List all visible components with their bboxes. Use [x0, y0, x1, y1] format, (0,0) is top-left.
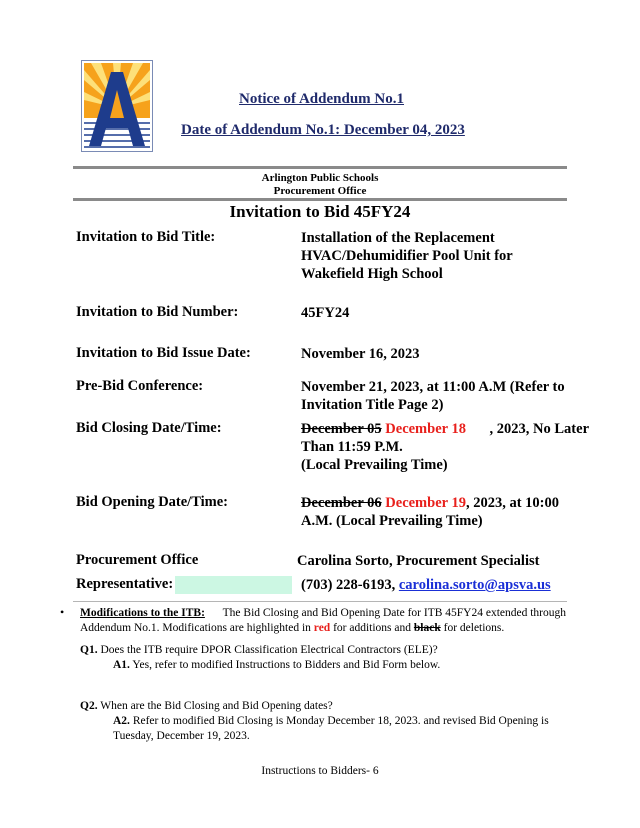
modifications-text: for additions and: [330, 622, 414, 634]
representative-label: [76, 576, 292, 594]
prebid-value-line: Invitation Title Page 2): [301, 397, 444, 413]
answer-text: Refer to modified Bid Closing is Monday December 18, 2023. and revised Bid Opening is: [129, 715, 549, 727]
closing-old-date: December 05: [301, 421, 382, 437]
answer-text: Tuesday, December 19, 2023.: [113, 730, 250, 742]
answer-number: A2.: [113, 715, 130, 727]
answer-number: A1.: [113, 659, 130, 671]
question-number: Q1.: [80, 644, 98, 656]
issue-label: Invitation to Bid Issue Date:: [76, 345, 251, 361]
email-link[interactable]: carolina.sorto@apsva.us: [398, 577, 551, 593]
office-label: Procurement Office: [76, 552, 199, 568]
opening-old-date: December 06: [301, 495, 382, 511]
top-rule: [73, 166, 567, 169]
qa-item-2: [80, 699, 566, 744]
representative-label-text: Representative:: [76, 576, 174, 592]
number-label: Invitation to Bid Number:: [76, 304, 239, 320]
closing-rest-line: (Local Prevailing Time): [301, 457, 448, 473]
prebid-value: [301, 378, 589, 414]
question-text: When are the Bid Closing and Bid Opening dates?: [97, 700, 333, 712]
aps-logo: [81, 60, 153, 152]
notice-title: Notice of Addendum No.1: [239, 91, 405, 107]
org-name: Arlington Public Schools: [261, 172, 379, 184]
title-value-line: Installation of the Replacement: [301, 230, 495, 246]
page-footer: Instructions to Bidders- 6: [261, 765, 379, 777]
title-value: [301, 229, 589, 283]
addendum-date: Date of Addendum No.1: December 04, 2023: [181, 122, 465, 138]
section-divider: [73, 601, 567, 602]
opening-value: [301, 494, 589, 530]
modifications-text: for deletions.: [440, 622, 505, 634]
closing-new-date: December 18: [385, 421, 466, 437]
opening-label: Bid Opening Date/Time:: [76, 494, 228, 510]
opening-new-date: December 19: [385, 495, 466, 511]
highlight-box: [175, 576, 292, 594]
title-value-line: Wakefield High School: [301, 266, 443, 282]
itb-heading: Invitation to Bid 45FY24: [229, 202, 411, 221]
bottom-rule: [73, 198, 567, 201]
aps-logo-icon: [81, 60, 153, 152]
closing-rest-line: Than 11:59 P.M.: [301, 439, 403, 455]
issue-value: November 16, 2023: [301, 346, 420, 362]
office-name: Procurement Office: [273, 185, 367, 197]
opening-rest: , 2023, at 10:00: [465, 495, 559, 511]
office-value: Carolina Sorto, Procurement Specialist: [297, 553, 540, 569]
answer-text: Yes, refer to modified Instructions to Bidders and Bid Form below.: [129, 659, 441, 671]
closing-rest: , 2023, No Later: [489, 421, 589, 437]
question-text: Does the ITB require DPOR Classification Electrical Contractors (ELE)?: [97, 644, 438, 656]
title-value-line: HVAC/Dehumidifier Pool Unit for: [301, 248, 513, 264]
modifications-heading: Modifications to the ITB:: [80, 607, 205, 619]
number-value: 45FY24: [301, 305, 350, 321]
phone-number: (703) 228-6193,: [301, 577, 399, 593]
question-number: Q2.: [80, 700, 98, 712]
modifications-block: [80, 606, 566, 636]
modifications-text: The Bid Closing and Bid Opening Date for ITB 45FY24 extended through: [222, 607, 566, 619]
prebid-label: Pre-Bid Conference:: [76, 378, 204, 394]
opening-rest-line: A.M. (Local Prevailing Time): [301, 513, 483, 529]
closing-label: Bid Closing Date/Time:: [76, 420, 222, 436]
title-label: Invitation to Bid Title:: [76, 229, 216, 245]
closing-value: [301, 420, 589, 474]
bullet-icon: •: [60, 605, 65, 619]
red-word: red: [313, 622, 331, 634]
modifications-text: Addendum No.1. Modifications are highlighted in: [80, 622, 314, 634]
prebid-value-line: November 21, 2023, at 11:00 A.M (Refer to: [301, 379, 565, 395]
qa-item-1: [80, 643, 566, 673]
black-word: black: [413, 622, 441, 634]
contact-value: [301, 576, 589, 594]
